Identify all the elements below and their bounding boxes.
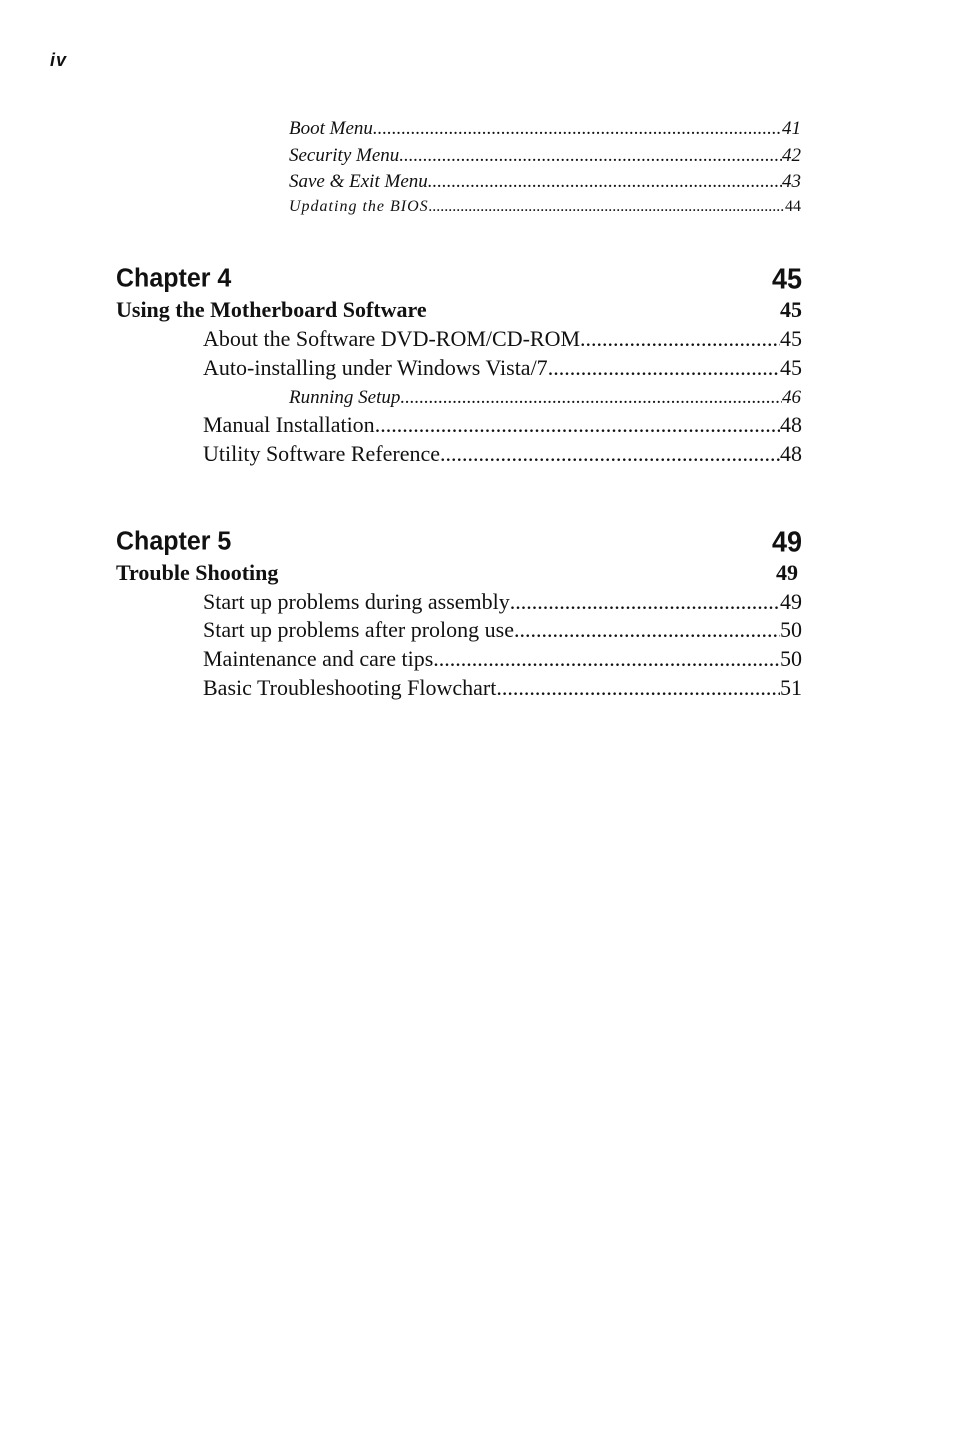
section-title: Using the Motherboard Software xyxy=(116,297,427,322)
chapter-title: Chapter 4 xyxy=(116,263,232,293)
toc-entry-title: Manual Installation xyxy=(203,412,375,437)
toc-entry-page: 50 xyxy=(780,617,802,642)
toc-entry-running-setup[interactable] xyxy=(289,387,801,409)
toc-entry-title: Save & Exit Menu xyxy=(289,171,428,192)
toc-entry-utility-software[interactable] xyxy=(203,441,802,467)
chapter-page: 45 xyxy=(771,263,802,295)
toc-entry-title: Utility Software Reference xyxy=(203,441,441,466)
toc-entry-title: Security Menu xyxy=(289,145,400,166)
toc-entry-title: Basic Troubleshooting Flowchart xyxy=(203,675,497,700)
page-number: iv xyxy=(50,50,68,70)
toc-entry-page: 43 xyxy=(782,171,801,192)
chapter-page: 49 xyxy=(771,526,802,558)
toc-leader-dots xyxy=(428,171,782,193)
section-using-motherboard-software[interactable] xyxy=(116,297,802,323)
section-trouble-shooting[interactable] xyxy=(116,560,802,586)
toc-entry-title: Running Setup xyxy=(289,387,401,408)
toc-leader-dots xyxy=(496,675,780,701)
toc-entry-maintenance[interactable] xyxy=(203,646,802,672)
toc-leader-dots xyxy=(440,441,780,467)
toc-entry-title: About the Software DVD-ROM/CD-ROM xyxy=(203,326,581,351)
chapter-5-heading[interactable] xyxy=(116,526,802,559)
toc-leader-dots xyxy=(548,355,780,381)
toc-entry-page: 44 xyxy=(785,198,801,215)
toc-entry-page: 49 xyxy=(780,589,802,614)
toc-entry-page: 46 xyxy=(782,387,801,408)
toc-leader-dots xyxy=(400,387,782,409)
toc-leader-dots xyxy=(433,646,780,672)
toc-entry-title: Boot Menu xyxy=(289,118,373,139)
toc-entry-page: 51 xyxy=(780,675,802,700)
section-title: Trouble Shooting xyxy=(116,560,279,585)
toc-entry-page: 50 xyxy=(780,646,802,671)
toc-entry-title: Updating the BIOS xyxy=(289,198,429,215)
toc-entry-manual-installation[interactable] xyxy=(203,412,802,438)
toc-entry-page: 41 xyxy=(782,118,801,139)
toc-entry-title: Auto-installing under Windows Vista/7 xyxy=(203,355,548,380)
toc-entry-page: 48 xyxy=(780,412,802,437)
section-page: 45 xyxy=(780,297,802,322)
section-page: 49 xyxy=(776,560,798,585)
toc-entry-page: 45 xyxy=(780,355,802,380)
toc-entry-flowchart[interactable] xyxy=(203,675,802,701)
chapter-4-heading[interactable] xyxy=(116,263,802,296)
toc-leader-dots xyxy=(373,118,782,140)
toc-leader-dots xyxy=(375,412,780,438)
toc-entry-boot-menu[interactable] xyxy=(289,118,801,140)
toc-entry-updating-bios[interactable] xyxy=(289,198,801,216)
toc-entry-title: Start up problems during assembly xyxy=(203,589,510,614)
toc-leader-dots xyxy=(429,198,785,216)
toc-leader-dots xyxy=(510,589,780,615)
chapter-title: Chapter 5 xyxy=(116,526,232,556)
toc-entry-title: Start up problems after prolong use xyxy=(203,617,514,642)
toc-entry-auto-installing[interactable] xyxy=(203,355,802,381)
toc-entry-page: 48 xyxy=(780,441,802,466)
toc-entry-page: 45 xyxy=(780,326,802,351)
toc-entry-startup-prolong[interactable] xyxy=(203,617,802,643)
toc-entry-security-menu[interactable] xyxy=(289,145,801,167)
toc-entry-about-software[interactable] xyxy=(203,326,802,352)
toc-leader-dots xyxy=(514,617,780,643)
toc-leader-dots xyxy=(580,326,780,352)
toc-entry-title: Maintenance and care tips xyxy=(203,646,434,671)
toc-leader-dots xyxy=(399,145,782,167)
toc-entry-page: 42 xyxy=(782,145,801,166)
toc-entry-startup-assembly[interactable] xyxy=(203,589,802,615)
toc-entry-save-exit-menu[interactable] xyxy=(289,171,801,193)
